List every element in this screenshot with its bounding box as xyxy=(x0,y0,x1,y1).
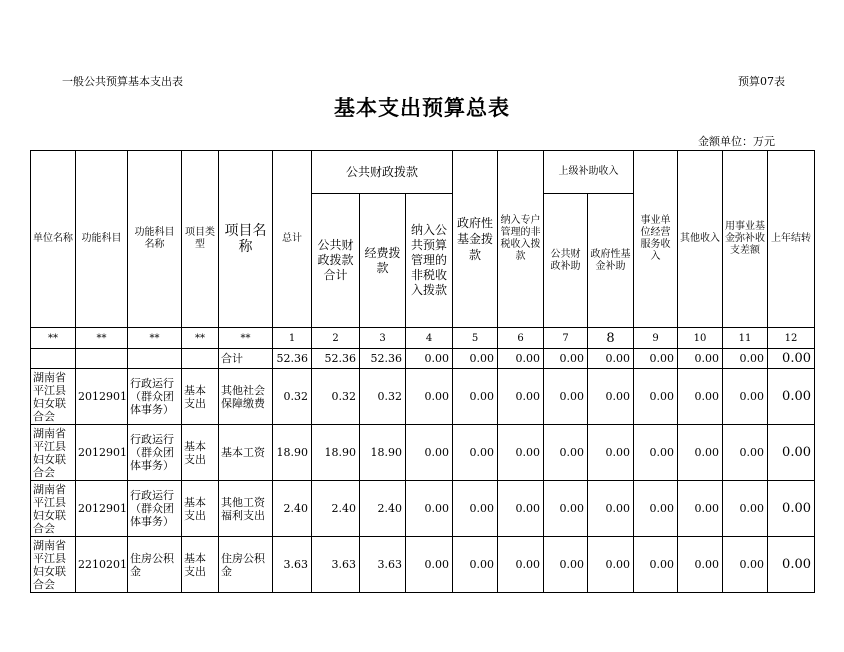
value-cell: 0.00 xyxy=(406,537,453,593)
value-cell: 0.00 xyxy=(498,369,544,425)
total-cell: 0.00 xyxy=(588,349,634,369)
value-cell: 2.40 xyxy=(273,481,312,537)
col-header-special-nontax: 纳入专户管理的非税收入拨款 xyxy=(498,151,544,328)
index-cell: 2 xyxy=(312,328,360,349)
total-row xyxy=(31,349,815,369)
value-cell: 0.00 xyxy=(453,537,498,593)
report-category: 一般公共预算基本支出表 xyxy=(62,75,183,88)
value-cell: 3.63 xyxy=(360,537,406,593)
total-cell: 0.00 xyxy=(498,349,544,369)
total-cell: 0.00 xyxy=(544,349,588,369)
value-cell: 0.00 xyxy=(588,481,634,537)
index-cell: ** xyxy=(31,328,76,349)
col-header-total: 总计 xyxy=(273,151,312,328)
value-cell: 0.00 xyxy=(768,425,815,481)
report-number: 预算07表 xyxy=(738,75,785,88)
col-header-expense: 经费拨款 xyxy=(360,194,406,328)
total-cell: 0.00 xyxy=(723,349,768,369)
value-cell: 18.90 xyxy=(360,425,406,481)
index-cell: 8 xyxy=(588,328,634,349)
table-row xyxy=(31,369,815,425)
amount-unit: 金额单位：万元 xyxy=(698,135,775,148)
code-cell: 2012901 xyxy=(76,369,128,425)
value-cell: 0.00 xyxy=(634,537,678,593)
budget-table xyxy=(30,150,815,593)
value-cell: 0.32 xyxy=(360,369,406,425)
unit-cell: 湖南省平江县妇女联合会 xyxy=(31,537,76,593)
value-cell: 0.00 xyxy=(588,425,634,481)
unit-cell: 湖南省平江县妇女联合会 xyxy=(31,425,76,481)
value-cell: 18.90 xyxy=(273,425,312,481)
value-cell: 0.32 xyxy=(273,369,312,425)
index-cell: ** xyxy=(128,328,182,349)
item-name-cell: 住房公积金 xyxy=(219,537,273,593)
table-row xyxy=(31,425,815,481)
total-cell: 52.36 xyxy=(273,349,312,369)
index-row xyxy=(31,328,815,349)
col-header-carryover: 上年结转 xyxy=(768,151,815,328)
index-cell: 12 xyxy=(768,328,815,349)
index-cell: 6 xyxy=(498,328,544,349)
index-cell: 11 xyxy=(723,328,768,349)
value-cell: 0.00 xyxy=(678,537,723,593)
value-cell: 2.40 xyxy=(360,481,406,537)
func-cell: 行政运行（群众团体事务） xyxy=(128,369,182,425)
value-cell: 0.00 xyxy=(544,537,588,593)
total-cell: 0.00 xyxy=(453,349,498,369)
col-header-upper-gov: 政府性基金补助 xyxy=(588,194,634,328)
total-cell: 0.00 xyxy=(634,349,678,369)
value-cell: 0.00 xyxy=(723,369,768,425)
value-cell: 0.00 xyxy=(723,425,768,481)
table-row xyxy=(31,481,815,537)
col-header-func-name: 功能科目名称 xyxy=(128,151,182,328)
index-cell: 1 xyxy=(273,328,312,349)
value-cell: 3.63 xyxy=(273,537,312,593)
value-cell: 0.00 xyxy=(406,425,453,481)
col-header-other: 其他收入 xyxy=(678,151,723,328)
col-header-business: 事业单位经营服务收入 xyxy=(634,151,678,328)
col-header-fund-balance: 用事业基金弥补收支差额 xyxy=(723,151,768,328)
value-cell: 18.90 xyxy=(312,425,360,481)
value-cell: 0.00 xyxy=(768,369,815,425)
value-cell: 0.00 xyxy=(634,425,678,481)
code-cell: 2210201 xyxy=(76,537,128,593)
value-cell: 0.00 xyxy=(406,369,453,425)
type-cell: 基本支出 xyxy=(182,481,219,537)
value-cell: 0.32 xyxy=(312,369,360,425)
total-cell: 0.00 xyxy=(678,349,723,369)
value-cell: 0.00 xyxy=(723,537,768,593)
index-cell: ** xyxy=(76,328,128,349)
col-header-upper-group: 上级补助收入 xyxy=(544,151,634,194)
total-label: 合计 xyxy=(219,349,273,369)
total-cell: 0.00 xyxy=(768,349,815,369)
total-cell: 0.00 xyxy=(406,349,453,369)
unit-cell: 湖南省平江县妇女联合会 xyxy=(31,369,76,425)
index-cell: ** xyxy=(182,328,219,349)
index-cell: 9 xyxy=(634,328,678,349)
value-cell: 0.00 xyxy=(453,425,498,481)
col-header-public-group: 公共财政拨款 xyxy=(312,151,453,194)
value-cell: 0.00 xyxy=(678,369,723,425)
value-cell: 0.00 xyxy=(588,537,634,593)
value-cell: 0.00 xyxy=(678,425,723,481)
page-title: 基本支出预算总表 xyxy=(334,95,510,120)
total-cell: 52.36 xyxy=(360,349,406,369)
total-cell: 52.36 xyxy=(312,349,360,369)
value-cell: 0.00 xyxy=(634,369,678,425)
col-header-nontax: 纳入公共预算管理的非税收入拨款 xyxy=(406,194,453,328)
index-cell: ** xyxy=(219,328,273,349)
value-cell: 0.00 xyxy=(678,481,723,537)
col-header-item-name: 项目名称 xyxy=(219,151,273,328)
col-header-unit-name: 单位名称 xyxy=(31,151,76,328)
type-cell: 基本支出 xyxy=(182,537,219,593)
unit-cell: 湖南省平江县妇女联合会 xyxy=(31,481,76,537)
index-cell: 4 xyxy=(406,328,453,349)
value-cell: 0.00 xyxy=(768,537,815,593)
index-cell: 5 xyxy=(453,328,498,349)
code-cell: 2012901 xyxy=(76,481,128,537)
value-cell: 0.00 xyxy=(498,425,544,481)
table-row xyxy=(31,537,815,593)
type-cell: 基本支出 xyxy=(182,425,219,481)
item-name-cell: 其他工资福利支出 xyxy=(219,481,273,537)
value-cell: 0.00 xyxy=(768,481,815,537)
value-cell: 3.63 xyxy=(312,537,360,593)
value-cell: 0.00 xyxy=(498,537,544,593)
col-header-public-total: 公共财政拨款合计 xyxy=(312,194,360,328)
value-cell: 0.00 xyxy=(544,369,588,425)
value-cell: 0.00 xyxy=(634,481,678,537)
value-cell: 0.00 xyxy=(588,369,634,425)
col-header-gov-fund: 政府性基金拨款 xyxy=(453,151,498,328)
index-cell: 3 xyxy=(360,328,406,349)
value-cell: 0.00 xyxy=(406,481,453,537)
func-cell: 住房公积金 xyxy=(128,537,182,593)
value-cell: 0.00 xyxy=(453,369,498,425)
value-cell: 0.00 xyxy=(498,481,544,537)
value-cell: 0.00 xyxy=(544,481,588,537)
item-name-cell: 其他社会保障缴费 xyxy=(219,369,273,425)
col-header-item-type: 项目类型 xyxy=(182,151,219,328)
col-header-upper-public: 公共财政补助 xyxy=(544,194,588,328)
value-cell: 0.00 xyxy=(723,481,768,537)
item-name-cell: 基本工资 xyxy=(219,425,273,481)
col-header-func-code: 功能科目 xyxy=(76,151,128,328)
code-cell: 2012901 xyxy=(76,425,128,481)
index-cell: 10 xyxy=(678,328,723,349)
value-cell: 0.00 xyxy=(544,425,588,481)
func-cell: 行政运行（群众团体事务） xyxy=(128,481,182,537)
value-cell: 2.40 xyxy=(312,481,360,537)
value-cell: 0.00 xyxy=(453,481,498,537)
func-cell: 行政运行（群众团体事务） xyxy=(128,425,182,481)
index-cell: 7 xyxy=(544,328,588,349)
type-cell: 基本支出 xyxy=(182,369,219,425)
